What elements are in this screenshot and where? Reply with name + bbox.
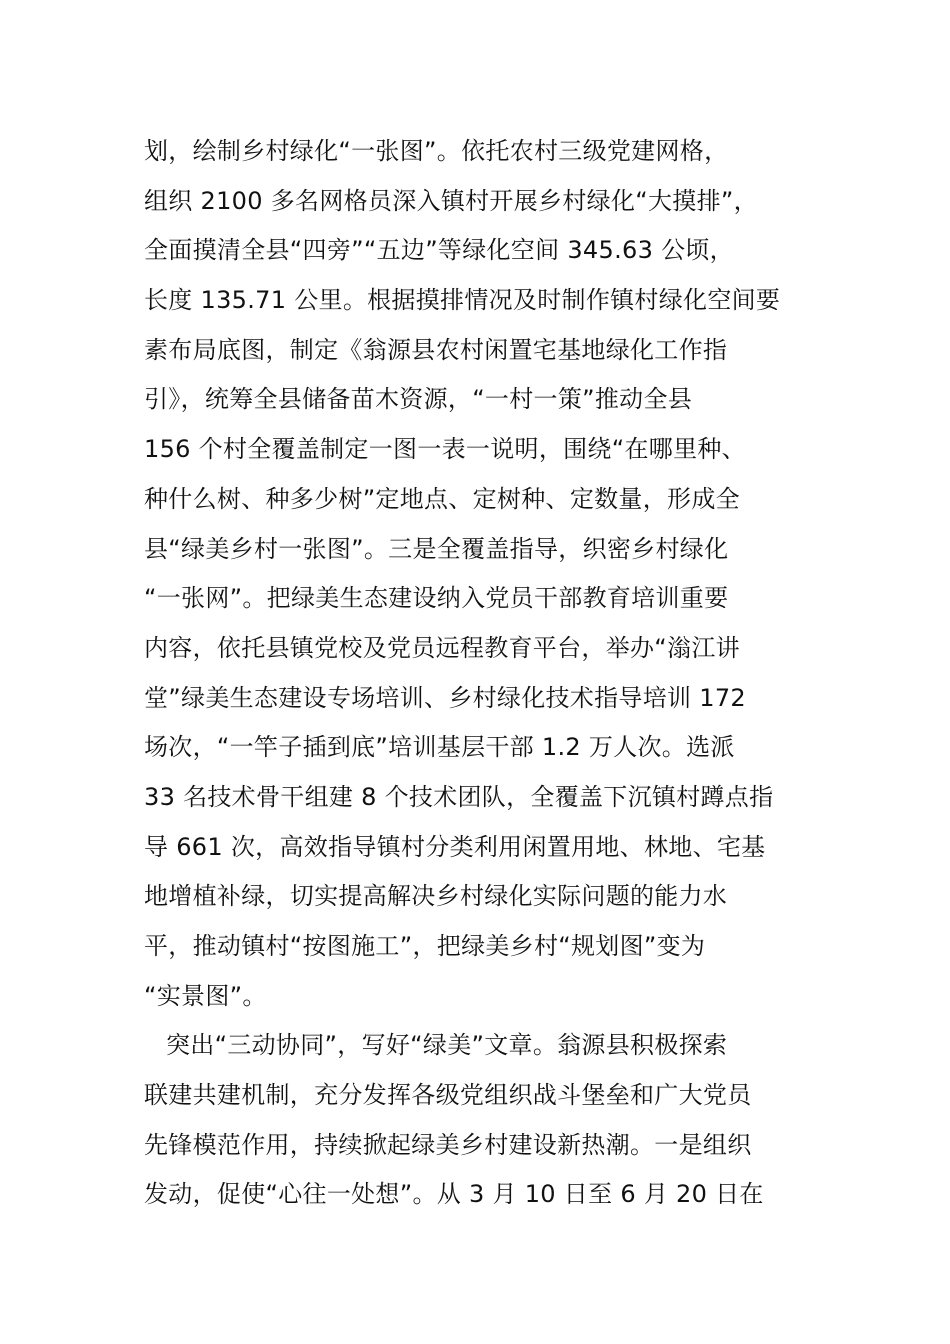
text-line: 长度 135.71 公里。根据摸排情况及时制作镇村绿化空间要	[144, 286, 781, 315]
text-line: “实景图”。	[144, 981, 267, 1010]
text-line: 地增植补绿，切实提高解决乡村绿化实际问题的能力水	[144, 882, 728, 911]
paragraph-start-line: 突出“三动协同”，写好“绿美”文章。翁源县积极探索	[166, 1031, 728, 1060]
text-line: 组织 2100 多名网格员深入镇村开展乡村绿化“大摸排”，	[144, 186, 758, 215]
text-line: 引》，统筹全县储备苗木资源，“一村一策”推动全县	[144, 385, 693, 414]
text-line: 种什么树、种多少树”定地点、定树种、定数量，形成全	[144, 484, 740, 513]
text-line: 素布局底图，制定《翁源县农村闲置宅基地绿化工作指	[144, 335, 728, 364]
text-line: 场次，“一竿子插到底”培训基层干部 1.2 万人次。选派	[144, 733, 735, 762]
text-line: 156 个村全覆盖制定一图一表一说明，围绕“在哪里种、	[144, 435, 746, 464]
text-line: 内容，依托县镇党校及党员远程教育平台，举办“滃江讲	[144, 633, 740, 662]
text-line: 先锋模范作用，持续掀起绿美乡村建设新热潮。一是组织	[144, 1130, 752, 1159]
text-line: 联建共建机制，充分发挥各级党组织战斗堡垒和广大党员	[144, 1081, 752, 1110]
text-line: 平，推动镇村“按图施工”，把绿美乡村“规划图”变为	[144, 932, 706, 960]
body-text	[144, 127, 814, 1220]
text-line: 全面摸清全县“四旁”“五边”等绿化空间 345.63 公顷，	[144, 236, 734, 265]
text-line: “一张网”。把绿美生态建设纳入党员干部教育培训重要	[144, 584, 729, 613]
text-line: 划，绘制乡村绿化“一张图”。依托农村三级党建网格，	[144, 137, 729, 165]
text-line: 堂”绿美生态建设专场培训、乡村绿化技术指导培训 172	[144, 683, 746, 712]
text-line: 导 661 次，高效指导镇村分类利用闲置用地、林地、宅基	[144, 832, 766, 861]
text-line: 县“绿美乡村一张图”。三是全覆盖指导，织密乡村绿化	[144, 534, 729, 563]
text-line: 33 名技术骨干组建 8 个技术团队，全覆盖下沉镇村蹲点指	[144, 782, 774, 811]
text-line: 发动，促使“心往一处想”。从 3 月 10 日至 6 月 20 日在	[144, 1180, 764, 1209]
